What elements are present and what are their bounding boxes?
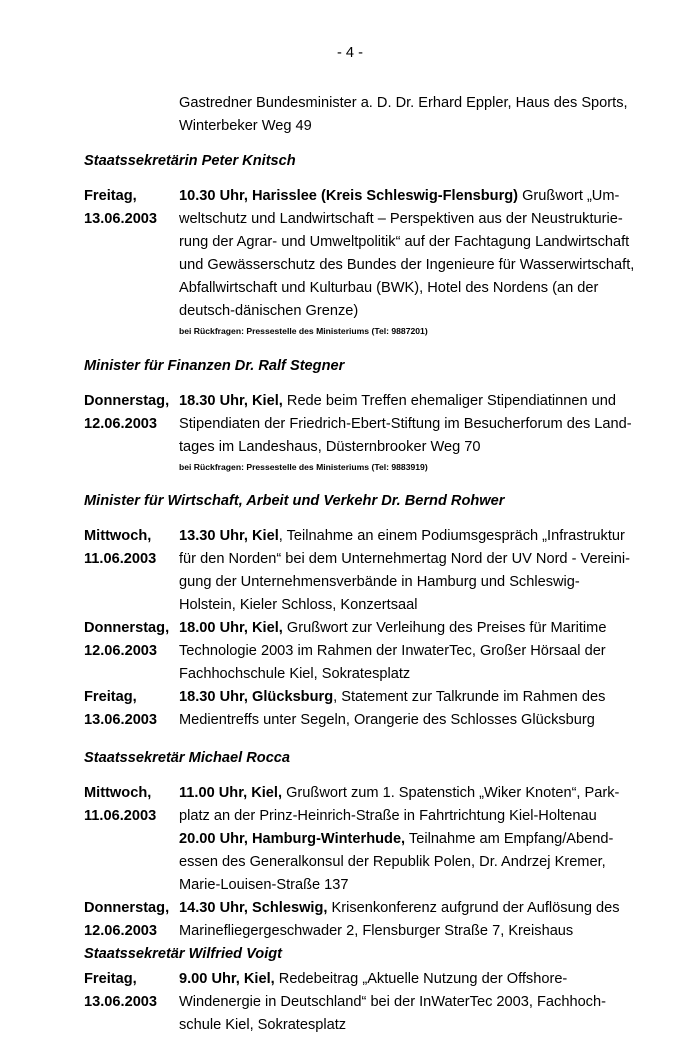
event-entry (84, 782, 624, 897)
event-date: Freitag, 13.06.2003 (84, 971, 158, 1010)
event-entry (84, 390, 632, 475)
event-lead: 11.00 Uhr, Kiel, (179, 785, 283, 801)
event-description: 18.30 Uhr, Kiel, Rede beim Treffen ehemaliger Stipendiatinnen und Stipendiaten der Friedrich-Ebert-Stiftung im Besucherforum des Land- tages im Landeshaus, Düsternbrooker Weg 70 bei Rückfragen: Pressestelle des Ministeriums (Tel: 9883919) (179, 390, 624, 475)
event-date: Freitag, 13.06.2003 (84, 188, 158, 227)
event-lead: 18.30 Uhr, Glücksburg (179, 689, 334, 705)
event-description: 18.30 Uhr, Glücksburg, Statement zur Talkrunde im Rahmen des Medientreffs unter Segeln, Orangerie des Schlosses Glücksburg (179, 689, 606, 728)
event-lead: 13.30 Uhr, Kiel (179, 528, 279, 544)
intro-text (179, 92, 628, 138)
event-entry (84, 617, 624, 686)
event-entry (84, 185, 635, 339)
event-description: 14.30 Uhr, Schleswig, Krisenkonferenz aufgrund der Auflösung des Marinefliegergeschwader 2, Flensburger Straße 7, Kreishaus (179, 900, 620, 939)
event-date: Donnerstag, 12.06.2003 (84, 900, 170, 939)
event-entry (84, 686, 624, 732)
event-entry (84, 897, 624, 943)
event-lead: 10.30 Uhr, Harisslee (Kreis Schleswig-Flensburg) (179, 188, 519, 204)
contact-note: bei Rückfragen: Pressestelle des Ministeriums (Tel: 9883919) (179, 462, 428, 472)
event-date: Freitag, 13.06.2003 (84, 689, 158, 728)
event-entry (84, 525, 630, 617)
page-number: - 4 - (337, 45, 363, 61)
event-description: 11.00 Uhr, Kiel, Grußwort zum 1. Spatenstich „Wiker Knoten“, Park- platz an der Prinz-Heinrich-Straße in Fahrtrichtung Kiel-Holtenau 20.00 Uhr, Hamburg-Winterhude, Teilnahme am Empfang/Abend- essen des Generalkonsul der Republik Polen, Dr. Andrzej Kremer, Marie-Louisen-Straße 137 (179, 785, 620, 893)
event-date: Mittwoch, 11.06.2003 (84, 528, 157, 567)
event-lead: 9.00 Uhr, Kiel, (179, 971, 275, 987)
event-date: Mittwoch, 11.06.2003 (84, 785, 157, 824)
section-heading: Minister für Finanzen Dr. Ralf Stegner (84, 358, 345, 374)
event-date: Donnerstag, 12.06.2003 (84, 620, 170, 659)
event-lead: 14.30 Uhr, Schleswig, (179, 900, 328, 916)
event-description: 13.30 Uhr, Kiel, Teilnahme an einem Podiumsgespräch „Infrastruktur für den Norden“ bei dem Unternehmertag Nord der UV Nord - Vereini- gung der Unternehmensverbände in Hamburg und Schleswig- Holstein, Kieler Schloss, Konzertsaal (179, 528, 630, 613)
schedule-content (84, 92, 635, 1037)
intro-line: Winterbeker Weg 49 (179, 118, 312, 134)
event-lead: 20.00 Uhr, Hamburg-Winterhude, (179, 831, 406, 847)
event-description: 18.00 Uhr, Kiel, Grußwort zur Verleihung des Preises für Maritime Technologie 2003 im Rahmen der InwaterTec, Großer Hörsaal der Fachhochschule Kiel, Sokratesplatz (179, 620, 607, 682)
section-heading: Minister für Wirtschaft, Arbeit und Verkehr Dr. Bernd Rohwer (84, 493, 505, 509)
event-description: 10.30 Uhr, Harisslee (Kreis Schleswig-Flensburg) Grußwort „Um- weltschutz und Landwirtschaft – Perspektiven aus der Neustrukturie- rung der Agrar- und Umweltpolitik“ auf der Fachtagung Landwirtschaft und Gewässerschutz des Bundes der Ingenieure für Wasserwirtschaft, Abfallwirtschaft und Kulturbau (BWK), Hotel des Nordens (an der deutsch-dänischen Grenze) bei Rückfragen: Pressestelle des Ministeriums (Tel: 9887201) (179, 185, 624, 339)
event-entry (84, 968, 624, 1037)
event-lead: 18.00 Uhr, Kiel, (179, 620, 283, 636)
event-date: Donnerstag, 12.06.2003 (84, 393, 170, 432)
event-description: 9.00 Uhr, Kiel, Redebeitrag „Aktuelle Nutzung der Offshore- Windenergie in Deutschland“ bei der InWaterTec 2003, Fachhoch- schule Kiel, Sokratesplatz (179, 971, 606, 1033)
event-lead: 18.30 Uhr, Kiel, (179, 393, 283, 409)
section-heading: Staatssekretär Michael Rocca (84, 750, 291, 766)
section-heading: Staatssekretärin Peter Knitsch (84, 153, 296, 169)
section-heading: Staatssekretär Wilfried Voigt (84, 946, 283, 962)
contact-note: bei Rückfragen: Pressestelle des Ministeriums (Tel: 9887201) (179, 326, 428, 336)
intro-line: Gastredner Bundesminister a. D. Dr. Erhard Eppler, Haus des Sports, (179, 95, 628, 111)
